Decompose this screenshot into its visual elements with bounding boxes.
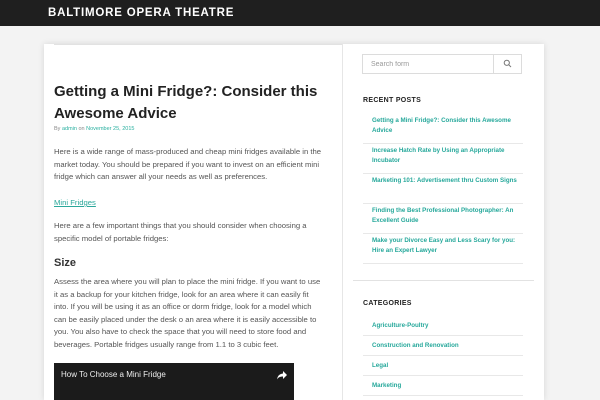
paragraph-intro: Here is a wide range of mass-produced and cheap mini fridges available in the market today. You should be prepared if you want to invest on an efficient mini fridge which can answer all your needs as well as preferences. (54, 147, 322, 181)
top-divider (54, 44, 342, 45)
recent-posts-title: RECENT POSTS (363, 97, 422, 104)
recent-post-link[interactable]: Finding the Best Professional Photographer: An Excellent Guide (363, 204, 523, 234)
video-title[interactable]: How To Choose a Mini Fridge (61, 370, 166, 379)
section-heading-size: Size (54, 257, 77, 269)
search-button[interactable] (493, 55, 521, 73)
main-content (44, 44, 343, 400)
share-icon[interactable] (276, 370, 288, 380)
recent-post-link[interactable]: Increase Hatch Rate by Using an Appropriate Incubator (363, 144, 523, 174)
post-title[interactable]: Getting a Mini Fridge?: Consider this Awesome Advice (54, 83, 318, 122)
categories-title: CATEGORIES (363, 300, 412, 307)
page-container (44, 44, 544, 400)
video-embed[interactable] (54, 363, 294, 400)
mini-fridges-link[interactable]: Mini Fridges (54, 198, 96, 207)
site-title[interactable]: BALTIMORE OPERA THEATRE (48, 7, 235, 19)
category-link[interactable]: Construction and Renovation (363, 336, 523, 356)
search-icon (503, 59, 512, 68)
byline-prefix: By (54, 126, 61, 132)
recent-post-link[interactable]: Make your Divorce Easy and Less Scary for you: Hire an Expert Lawyer (363, 234, 523, 264)
recent-post-link[interactable]: Getting a Mini Fridge?: Consider this Awesome Advice (363, 114, 523, 144)
search-form (362, 54, 522, 74)
categories-list (363, 316, 523, 396)
post-byline (54, 126, 134, 133)
paragraph-considerations: Here are a few important things that you should consider when choosing a specific model of portable fridges: (54, 221, 307, 243)
recent-posts-list (363, 114, 523, 264)
top-bar (0, 0, 600, 26)
recent-post-link[interactable]: Marketing 101: Advertisement thru Custom Signs (363, 174, 523, 204)
search-input[interactable] (363, 55, 493, 73)
category-link[interactable]: Legal (363, 356, 523, 376)
paragraph-size: Assess the area where you will plan to place the mini fridge. If you want to use it as a backup for your kitchen fridge, look for an area where it can easily fit into. If you will be using it as an office or dorm fridge, look for a model which can be easily placed under the desk o an area where it is easily accessible to you. You also have to check the space that you will need to store food and beverages. Portable fridges usually range from 1.1 to 3 cubic feet. (54, 277, 321, 349)
category-link[interactable]: Agriculture-Poultry (363, 316, 523, 336)
date-link[interactable]: November 25, 2015 (86, 126, 135, 132)
category-link[interactable]: Marketing (363, 376, 523, 396)
sidebar (343, 44, 544, 400)
author-link[interactable]: admin (61, 126, 77, 132)
widget-divider (353, 280, 534, 281)
byline-mid: on (78, 126, 85, 132)
